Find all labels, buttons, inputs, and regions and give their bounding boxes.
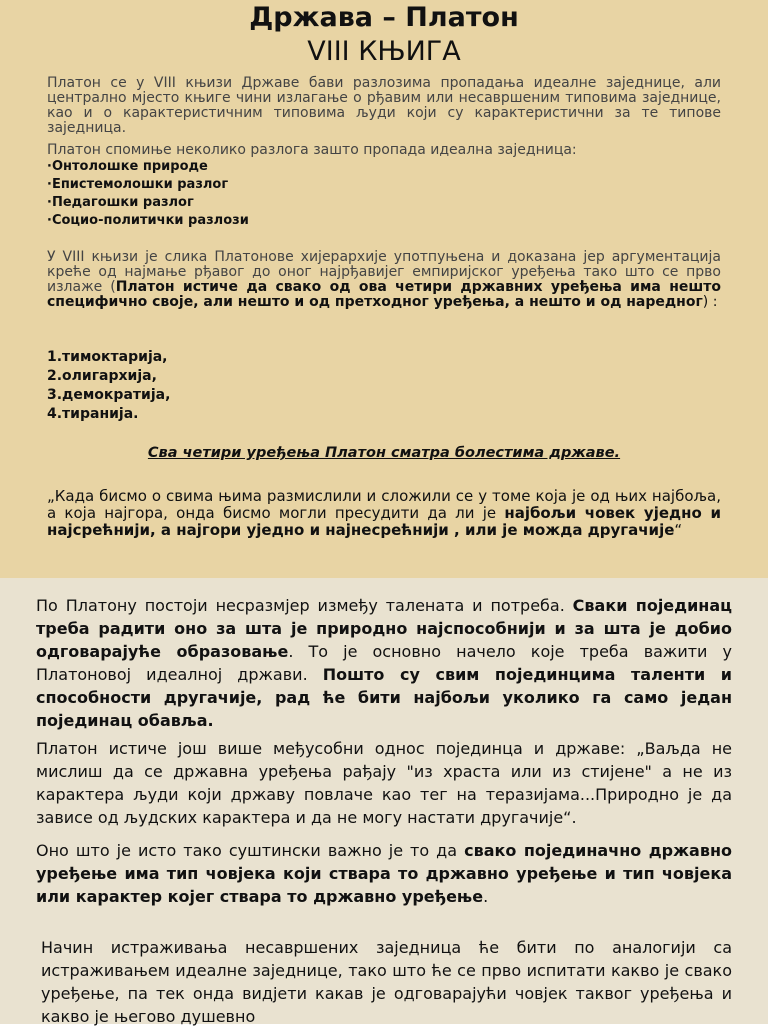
method-paragraph: Начин истраживања несавршених заједница ће бити по аналогији са истраживањем идеалне заједнице, тако што ће се прво испитати какво је свако уређење, па тек онда видјети какав је одговарајући човјек таквог уређења и какво је његово душевно (41, 938, 732, 1026)
list-item: ∙Социо-политички разлози (47, 213, 249, 228)
reasons-intro: Платон спомиње неколико разлога зашто пропада идеална заједница: (47, 142, 577, 158)
diseases-statement: Сва четири уређења Платон сматра болестима државе. (147, 445, 621, 461)
quote-paragraph: „Када бисмо о свима њима размислили и сложили се у томе која је од њих најбоља, а која најгора, онда бисмо могли пресудити да ли је најбољи човек уједно и најсрећнији, а најгори уједно и најнесрећнији , или је можда другачије“ (47, 487, 721, 539)
individual-state-paragraph: Платон истиче још више међусобни однос појединца и државе: „Ваљда не мислиш да се државна уређења рађају "из храста или из стијене" а не из карактера људи који државу повлаче као тег на теразијама...Природно је да зависе од људских карактера и да не могу настати другачије“. (36, 739, 732, 827)
list-item: ∙Епистемолошки разлог (47, 177, 229, 192)
list-item: 1.тимоктарија, (47, 349, 168, 365)
talents-paragraph: По Платону постоји несразмјер између талената и потреба. Сваки појединац треба радити оно за шта је природно најспособнији и за шта је добио одговарајуће образовање. То је основно начело које треба важити у Платоновој идеалној држави. Пошто су свим појединцима таленти и способности другачије, рад ће бити најбољи уколико га само један појединац обавља. (36, 596, 733, 730)
page-title: Држава – Платон (249, 2, 519, 33)
regimes-list (47, 348, 170, 424)
list-item: 3.демократија, (47, 387, 171, 403)
list-item: 2.олигархија, (47, 368, 157, 384)
hierarchy-paragraph: У VIII књизи је слика Платонове хијерархије употпуњена и доказана јер аргументација креће од најмање рђавог до оног најрђавијег емпиријског уређења тако што се прво излаже (Платон истиче да свако од ова четири државних уређења има нешто специфично своје, али нешто и од претходног уређења, а нешто и од наредног) : (47, 249, 721, 310)
human-type-paragraph: Оно што је исто тако суштински важно је то да свако појединачно државно уређење има тип човјека који ствара то државно уређење и тип човјека или карактер којег ствара то државно уређење. (36, 841, 733, 906)
list-item: ∙Онтолошке природе (47, 159, 208, 174)
page-subtitle: VIII КЊИГА (307, 36, 461, 67)
list-item: 4.тиранија. (47, 406, 139, 422)
reasons-list (47, 158, 249, 230)
list-item: ∙Педагошки разлог (47, 195, 194, 210)
intro-paragraph: Платон се у VIII књизи Државе бави разлозима пропадања идеалне заједнице, али централно мјесто књиге чини излагање о рђавим или несавршеним типовима заједнице, као и о карактеристичним типовима људи који су карактеристични за те типове заједница. (47, 75, 721, 136)
